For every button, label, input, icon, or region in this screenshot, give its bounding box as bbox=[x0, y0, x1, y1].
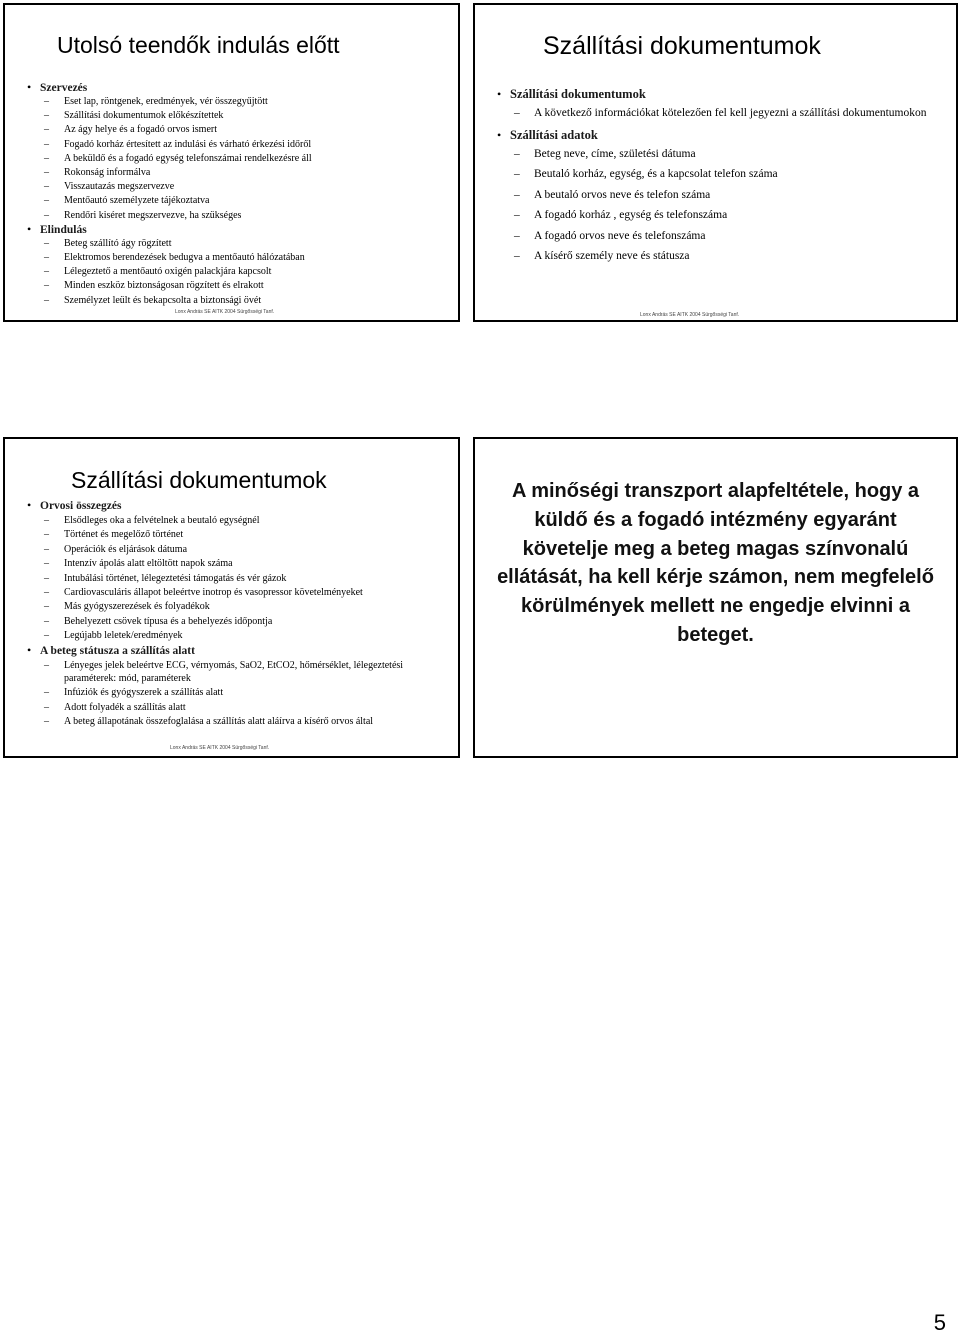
slide-footer: Lonx András SE AITK 2004 Sürgősségi Tanf. bbox=[175, 309, 275, 315]
dash-icon: – bbox=[44, 237, 49, 249]
list-item: – A kísérő személy neve és státusza bbox=[497, 248, 948, 265]
slide-1 bbox=[3, 3, 460, 322]
dash-icon: – bbox=[44, 96, 49, 107]
dash-icon: – bbox=[44, 152, 49, 164]
list-item: – Elektromos berendezések bedugva a mentőautó hálózatában bbox=[27, 251, 450, 265]
slide-body bbox=[497, 85, 948, 269]
dash-icon: – bbox=[44, 716, 49, 728]
section-heading: • Elindulás bbox=[27, 221, 87, 236]
dash-icon: – bbox=[514, 188, 520, 201]
dash-icon: – bbox=[44, 266, 49, 278]
dash-icon: – bbox=[44, 572, 49, 584]
list-item: – Történet és megelőző történet bbox=[44, 529, 184, 541]
slide-3 bbox=[3, 437, 460, 758]
slide-2 bbox=[473, 3, 958, 322]
dash-icon: – bbox=[44, 543, 49, 555]
list-item: – Legújabb leletek/eredmények bbox=[44, 630, 183, 642]
list-item: – Intubálási történet, lélegeztetési támogatás és vér gázok bbox=[44, 572, 287, 584]
dash-icon: – bbox=[44, 558, 49, 570]
list-item: – A fogadó korház , egység és telefonszáma bbox=[497, 207, 948, 224]
dash-icon: – bbox=[44, 167, 49, 179]
bullet-icon: • bbox=[497, 87, 502, 101]
dash-icon: – bbox=[514, 107, 520, 119]
bullet-icon: • bbox=[27, 498, 32, 512]
dash-icon: – bbox=[44, 701, 49, 713]
slide-footer: Lonx András SE AITK 2004 Sürgősségi Tanf. bbox=[170, 745, 270, 751]
list-item: – Beutaló korház, egység, és a kapcsolat telefon száma bbox=[497, 166, 948, 183]
dash-icon: – bbox=[44, 252, 49, 264]
bullet-icon: • bbox=[497, 127, 502, 142]
quote-text: A minőségi transzport alapfeltétele, hogy a küldő és a fogadó intézmény egyaránt követelje meg a beteg magas színvonalú ellátását, ha kell kérje számon, nem megfelelő körülmények mellett ne engedje elvinni a beteget. bbox=[497, 480, 934, 646]
dash-icon: – bbox=[44, 138, 49, 150]
list-item: – Operációk és eljárások dátuma bbox=[44, 543, 188, 555]
list-item: – A beutaló orvos neve és telefon száma bbox=[497, 187, 948, 204]
dash-icon: – bbox=[44, 294, 49, 306]
list-item: – A beteg állapotának összefoglalása a szállítás alatt aláírva a kísérő orvos által bbox=[44, 716, 374, 728]
dash-icon: – bbox=[44, 195, 49, 207]
bullet-icon: • bbox=[27, 642, 32, 657]
list-item: – Szállítási dokumentumok előkészítettek bbox=[27, 109, 450, 123]
list-item: – Eset lap, röntgenek, eredmények, vér összegyűjtött bbox=[27, 95, 450, 109]
dash-icon: – bbox=[514, 250, 520, 262]
dash-icon: – bbox=[44, 659, 49, 671]
list-item: – Lényeges jelek beleértve ECG, vérnyomás, SaO2, EtCO2, hőmérséklet, lélegeztetési paraméterek: mód, paraméterek bbox=[44, 659, 404, 685]
list-item: – Beteg neve, címe, születési dátuma bbox=[497, 146, 948, 163]
slide-body bbox=[27, 81, 450, 308]
dash-icon: – bbox=[44, 615, 49, 627]
list-item: – A beküldő és a fogadó egység telefonszámai rendelkezésre áll bbox=[27, 152, 450, 166]
dash-icon: – bbox=[514, 229, 520, 242]
section-heading: • Szervezés bbox=[27, 80, 88, 94]
bullet-icon: • bbox=[27, 80, 32, 94]
list-item: – A következő információkat kötelezően fel kell jegyezni a szállítási dokumentumokon bbox=[497, 105, 948, 122]
dash-icon: – bbox=[44, 515, 49, 526]
list-item: – Visszautazás megszervezve bbox=[27, 180, 450, 194]
slide-title: Utolsó teendők indulás előtt bbox=[57, 32, 340, 58]
list-item: – Minden eszköz biztonságosan rögzített és elrakott bbox=[27, 279, 450, 293]
slide-body bbox=[27, 499, 450, 730]
slide-title: Szállítási dokumentumok bbox=[543, 32, 821, 60]
slide-footer: Lonx András SE AITK 2004 Sürgősségi Tanf. bbox=[640, 312, 740, 318]
section-heading: • Szállítási adatok bbox=[497, 127, 598, 142]
list-item: – Cardiovasculáris állapot beleértve inotrop és vasopressor követelményeket bbox=[44, 587, 363, 599]
list-item: – Infúziók és gyógyszerek a szállítás alatt bbox=[44, 687, 224, 699]
dash-icon: – bbox=[44, 529, 49, 541]
dash-icon: – bbox=[44, 124, 49, 136]
dash-icon: – bbox=[44, 630, 49, 642]
dash-icon: – bbox=[44, 110, 49, 122]
section-heading: • Szállítási dokumentumok bbox=[497, 87, 646, 101]
dash-icon: – bbox=[44, 601, 49, 613]
slide-title: Szállítási dokumentumok bbox=[71, 467, 327, 493]
dash-icon: – bbox=[514, 147, 520, 160]
list-item: – Az ágy helye és a fogadó orvos ismert bbox=[27, 123, 450, 137]
list-item: – Behelyezett csövek típusa és a behelyezés időpontja bbox=[44, 615, 273, 627]
list-item: – Intenzív ápolás alatt eltöltött napok száma bbox=[44, 558, 233, 570]
list-item: – Rendőri kiséret megszervezve, ha szükséges bbox=[27, 209, 450, 223]
dash-icon: – bbox=[514, 209, 520, 221]
dash-icon: – bbox=[44, 587, 49, 599]
slide-4 bbox=[473, 437, 958, 758]
list-item: – Adott folyadék a szállítás alatt bbox=[44, 701, 186, 713]
list-item: – A fogadó orvos neve és telefonszáma bbox=[497, 228, 948, 245]
list-item: – Mentőautó személyzete tájékoztatva bbox=[27, 194, 450, 208]
list-item: – Rokonság informálva bbox=[27, 166, 450, 180]
dash-icon: – bbox=[44, 209, 49, 221]
dash-icon: – bbox=[44, 687, 49, 699]
list-item: – Fogadó korház értesített az indulási és várható érkezési időről bbox=[27, 138, 450, 152]
section-heading: • Orvosi összegzés bbox=[27, 498, 122, 512]
list-item: – Személyzet leült és bekapcsolta a biztonsági övét bbox=[27, 294, 450, 308]
section-heading: • A beteg státusza a szállítás alatt bbox=[27, 642, 195, 657]
dash-icon: – bbox=[514, 168, 520, 180]
list-item: – Más gyógyszerezések és folyadékok bbox=[44, 601, 210, 613]
dash-icon: – bbox=[44, 280, 49, 292]
list-item: – Elsődleges oka a felvételnek a beutaló egységnél bbox=[44, 515, 260, 526]
list-item: – Beteg szállító ágy rögzített bbox=[27, 237, 450, 251]
list-item: – Lélegeztető a mentőautó oxigén palackjára kapcsolt bbox=[27, 265, 450, 279]
bullet-icon: • bbox=[27, 221, 32, 236]
dash-icon: – bbox=[44, 181, 49, 193]
page-number: 5 bbox=[933, 1310, 946, 1335]
